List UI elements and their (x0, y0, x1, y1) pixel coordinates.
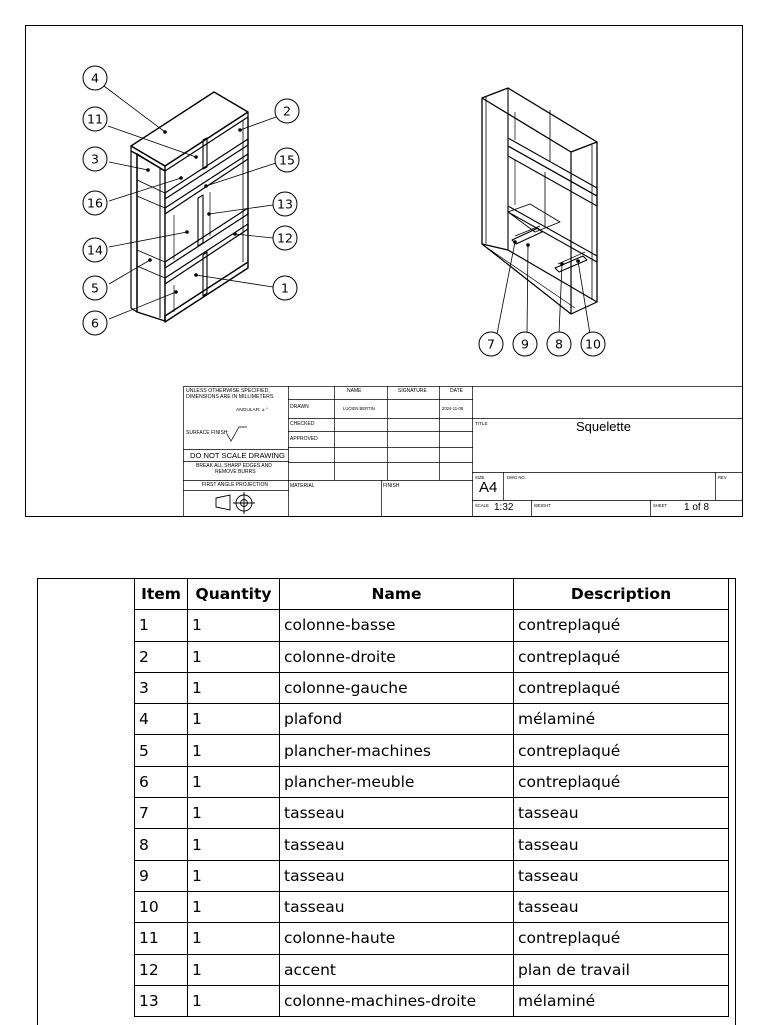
bom-cell-name: colonne-machines-droite (280, 985, 514, 1016)
bom-body (135, 610, 729, 1017)
balloon-16 (83, 191, 107, 215)
projection-symbol-icon (216, 492, 255, 514)
bom-cell-item: 3 (135, 672, 188, 703)
bom-cell-name: accent (280, 954, 514, 985)
bom-cell-description: contreplaqué (514, 766, 729, 797)
bom-cell-quantity: 1 (188, 923, 280, 954)
svg-text:14: 14 (87, 242, 103, 258)
balloon-4 (83, 66, 107, 90)
table-row (135, 766, 729, 797)
tolerance-note-2: DIMENSIONS ARE IN MILLIMETERS (186, 394, 274, 400)
bom-cell-description: mélaminé (514, 704, 729, 735)
table-row (135, 891, 729, 922)
bom-cell-description: contreplaqué (514, 923, 729, 954)
table-row (135, 641, 729, 672)
drawing-title: Squelette (576, 419, 631, 434)
svg-text:6: 6 (91, 315, 99, 331)
bom-cell-item: 7 (135, 798, 188, 829)
bom-header-name: Name (280, 579, 514, 610)
bom-cell-item: 10 (135, 891, 188, 922)
sheet-border (26, 26, 743, 517)
bom-cell-name: tasseau (280, 891, 514, 922)
svg-text:3: 3 (91, 151, 99, 167)
table-row (135, 860, 729, 891)
bom-cell-name: colonne-droite (280, 641, 514, 672)
balloon-leaders (104, 86, 590, 334)
balloon-9 (513, 332, 537, 356)
balloon-12 (273, 226, 297, 250)
balloon-8 (547, 332, 571, 356)
col-date-header: DATE (450, 388, 463, 394)
projection-label: FIRST ANGLE PROJECTION (202, 482, 269, 488)
svg-text:8: 8 (555, 336, 563, 352)
title-label: TITLE (475, 421, 488, 426)
bom-header-description: Description (514, 579, 729, 610)
surface-finish-symbol (227, 427, 247, 441)
break-edges-note-2: REMOVE BURRS (215, 469, 256, 475)
bom-cell-description: contreplaqué (514, 735, 729, 766)
bom-cell-name: colonne-basse (280, 610, 514, 641)
bom-cell-item: 5 (135, 735, 188, 766)
bom-cell-name: plafond (280, 704, 514, 735)
bom-header-item: Item (135, 579, 188, 610)
bom-cell-quantity: 1 (188, 985, 280, 1016)
bom-cell-item: 8 (135, 829, 188, 860)
bom-cell-quantity: 1 (188, 798, 280, 829)
svg-text:4: 4 (91, 70, 99, 86)
balloon-2 (275, 99, 299, 123)
table-row (135, 923, 729, 954)
bom-cell-name: plancher-machines (280, 735, 514, 766)
col-signature-header: SIGNATURE (398, 388, 427, 394)
svg-text:16: 16 (87, 195, 103, 211)
row-drawn-label: DRAWN (290, 404, 309, 410)
do-not-scale-note: DO NOT SCALE DRAWING (190, 451, 285, 460)
balloon-3 (83, 147, 107, 171)
angular-tolerance: ANGULAR: ± ° (236, 408, 268, 413)
svg-text:12: 12 (277, 230, 293, 246)
bom-cell-item: 6 (135, 766, 188, 797)
balloon-5 (83, 276, 107, 300)
bom-cell-description: contreplaqué (514, 672, 729, 703)
table-row (135, 735, 729, 766)
bom-cell-item: 2 (135, 641, 188, 672)
bom-cell-item: 9 (135, 860, 188, 891)
svg-text:15: 15 (279, 152, 295, 168)
bom-header-row (135, 579, 729, 610)
sheet-number: 1 of 8 (684, 502, 710, 513)
balloon-7 (479, 332, 503, 356)
tolerance-note-1: UNLESS OTHERWISE SPECIFIED, (186, 388, 270, 394)
weight-label: WEIGHT (534, 503, 551, 508)
svg-text:10: 10 (585, 336, 601, 352)
drawn-name: LUCIEN BERTIN (343, 406, 375, 411)
bom-cell-name: colonne-gauche (280, 672, 514, 703)
bom-cell-item: 11 (135, 923, 188, 954)
svg-text:11: 11 (87, 111, 103, 127)
bom-cell-name: plancher-meuble (280, 766, 514, 797)
finish-label: FINISH (383, 483, 400, 489)
row-checked-label: CHECKED (290, 421, 315, 427)
bom-cell-quantity: 1 (188, 860, 280, 891)
bom-cell-description: tasseau (514, 829, 729, 860)
table-row (135, 829, 729, 860)
bill-of-materials (37, 578, 736, 1025)
bom-cell-quantity: 1 (188, 610, 280, 641)
balloon-10 (581, 332, 605, 356)
bom-cell-description: tasseau (514, 891, 729, 922)
bom-cell-quantity: 1 (188, 735, 280, 766)
bom-cell-quantity: 1 (188, 829, 280, 860)
bom-cell-name: tasseau (280, 829, 514, 860)
svg-text:2: 2 (283, 103, 291, 119)
bom-cell-description: contreplaqué (514, 610, 729, 641)
bom-cell-item: 13 (135, 985, 188, 1016)
table-row (135, 798, 729, 829)
svg-text:7: 7 (487, 336, 495, 352)
balloon-15 (275, 148, 299, 172)
table-row (135, 954, 729, 985)
balloon-14 (83, 238, 107, 262)
balloon-6 (83, 311, 107, 335)
bom-cell-quantity: 1 (188, 672, 280, 703)
col-name-header: NAME (347, 388, 362, 394)
bom-cell-quantity: 1 (188, 704, 280, 735)
sheet-label: SHEET (653, 503, 667, 508)
isometric-view-shelf (131, 92, 248, 322)
surface-finish-label: SURFACE FINISH: (186, 430, 229, 436)
bom-cell-description: plan de travail (514, 954, 729, 985)
size-label: SIZE (475, 475, 485, 480)
bom-cell-item: 1 (135, 610, 188, 641)
material-label: MATERIAL (290, 483, 315, 489)
row-approved-label: APPROVED (290, 436, 318, 442)
bom-cell-quantity: 1 (188, 891, 280, 922)
bom-cell-quantity: 1 (188, 954, 280, 985)
bom-cell-description: mélaminé (514, 985, 729, 1016)
bom-cell-description: tasseau (514, 860, 729, 891)
table-row (135, 704, 729, 735)
bom-cell-description: contreplaqué (514, 641, 729, 672)
balloon-11 (83, 107, 107, 131)
drawing-scale: 1:32 (494, 502, 514, 513)
scale-label: SCALE (475, 503, 489, 508)
bom-cell-quantity: 1 (188, 766, 280, 797)
dwg-no-label: DWG NO. (507, 475, 526, 480)
svg-text:5: 5 (91, 280, 99, 296)
rev-label: REV (718, 475, 727, 480)
bom-cell-quantity: 1 (188, 641, 280, 672)
bom-cell-item: 4 (135, 704, 188, 735)
bom-cell-name: tasseau (280, 798, 514, 829)
balloon-13 (273, 192, 297, 216)
table-row (135, 610, 729, 641)
bom-cell-item: 12 (135, 954, 188, 985)
svg-text:13: 13 (277, 196, 293, 212)
balloon-1 (273, 276, 297, 300)
drawn-date: 2024-11-08 (442, 406, 464, 411)
isometric-view-back (482, 88, 597, 314)
table-row (135, 985, 729, 1016)
bom-cell-name: colonne-haute (280, 923, 514, 954)
sheet-size: A4 (479, 479, 498, 496)
bom-cell-description: tasseau (514, 798, 729, 829)
balloons (83, 66, 605, 356)
bom-table (134, 579, 729, 1017)
table-row (135, 672, 729, 703)
svg-text:1: 1 (281, 280, 289, 296)
bom-header-quantity: Quantity (188, 579, 280, 610)
break-edges-note-1: BREAK ALL SHARP EDGES AND (196, 463, 272, 469)
svg-text:9: 9 (521, 336, 529, 352)
bom-cell-name: tasseau (280, 860, 514, 891)
